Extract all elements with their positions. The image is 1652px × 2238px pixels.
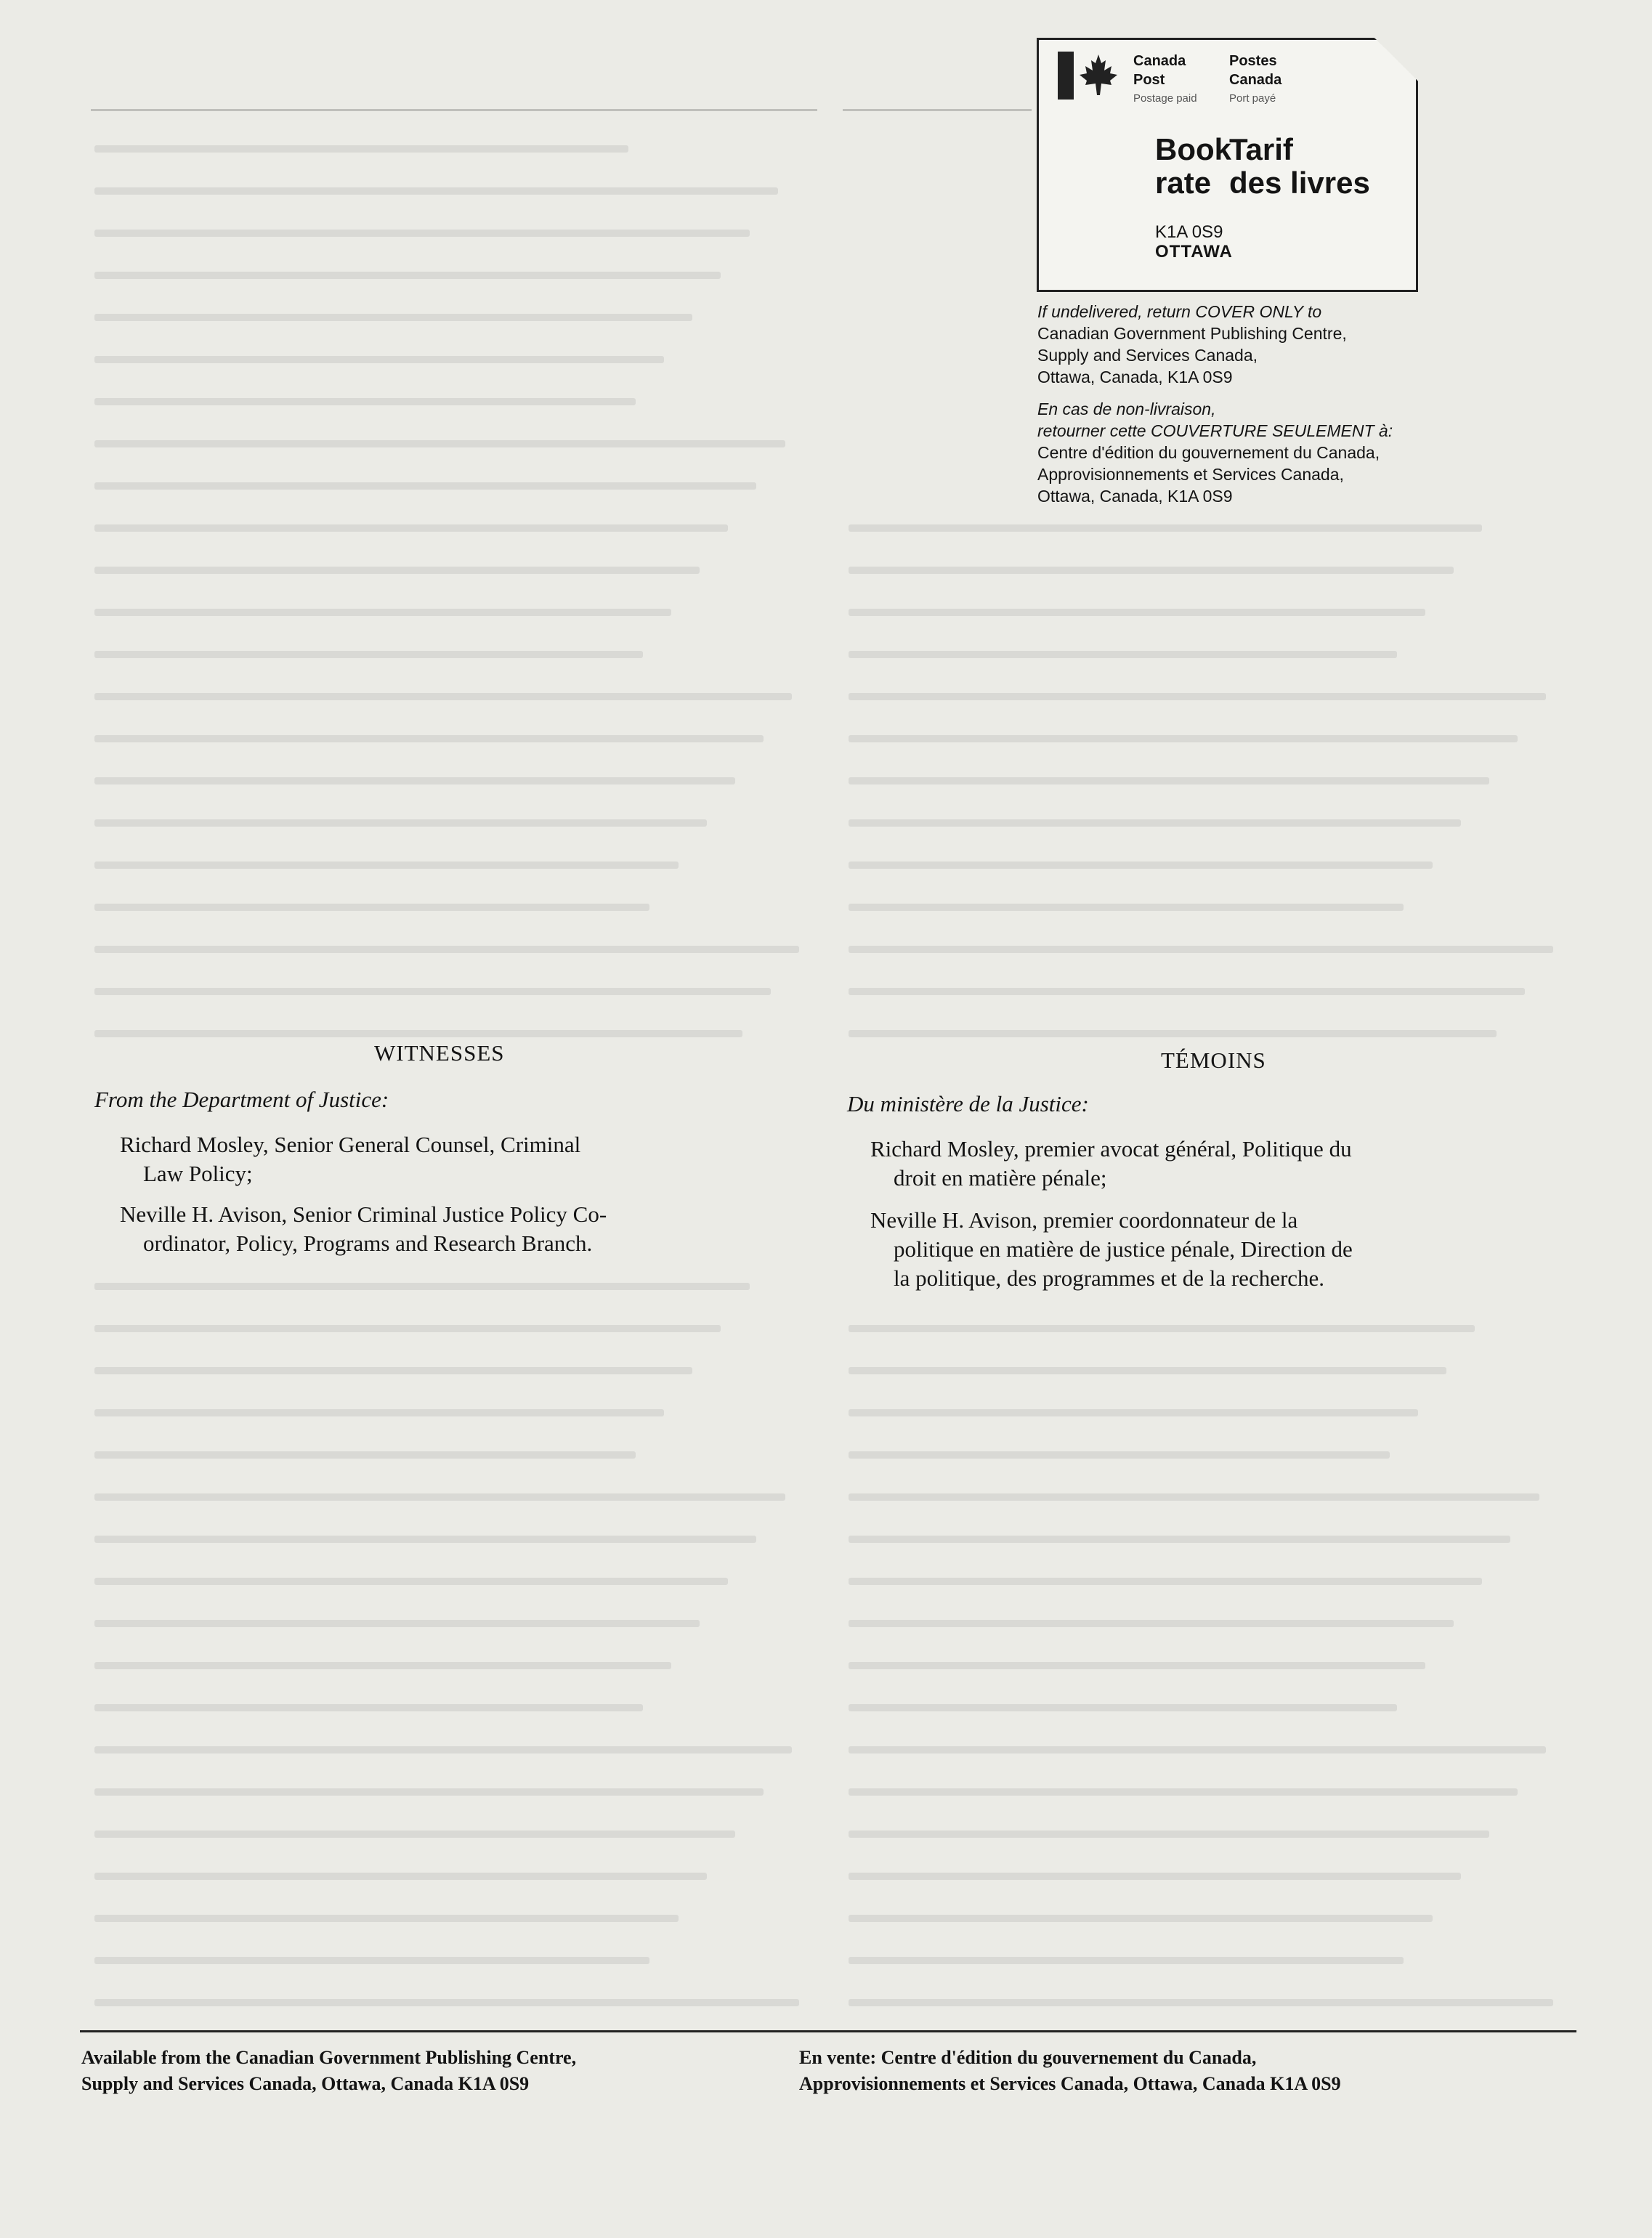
temoin-avison-line1: Neville H. Avison, premier coordonnateur de la xyxy=(870,1207,1298,1233)
bleed-line xyxy=(849,1451,1390,1459)
temoins-department: Du ministère de la Justice: xyxy=(847,1091,1089,1116)
bleed-line xyxy=(94,1662,671,1669)
bleed-line xyxy=(94,1999,799,2006)
return-en-line2: Canadian Government Publishing Centre, xyxy=(1037,324,1347,343)
witness-avison-line1: Neville H. Avison, Senior Criminal Justice Policy Co- xyxy=(120,1201,607,1227)
return-fr-line3: Centre d'édition du gouvernement du Canada, xyxy=(1037,443,1380,462)
bleed-line xyxy=(94,187,778,195)
bleed-line xyxy=(94,1957,649,1964)
bleed-line xyxy=(94,904,649,911)
bleed-line xyxy=(94,651,643,658)
temoin-avison-line3: la politique, des programmes et de la recherche. xyxy=(894,1265,1325,1291)
bleed-line xyxy=(94,1746,792,1753)
rate-fr-line2: des livres xyxy=(1229,166,1370,200)
postes-canada-label xyxy=(1229,52,1281,108)
footer-en-line1: Available from the Canadian Government Publishing Centre, xyxy=(81,2047,577,2068)
bleed-line xyxy=(94,609,671,616)
bleed-line xyxy=(849,1620,1454,1627)
bleed-line xyxy=(94,272,721,279)
bleed-line xyxy=(849,904,1404,911)
return-notice xyxy=(1037,301,1546,507)
bleed-line xyxy=(94,1620,700,1627)
bleed-header-rule xyxy=(91,109,817,111)
bleed-line xyxy=(849,651,1397,658)
bleed-line xyxy=(849,1788,1518,1796)
bleed-line xyxy=(849,1367,1446,1374)
bleed-line xyxy=(849,1830,1489,1838)
bleed-line xyxy=(849,1325,1475,1332)
witness-entry-avison xyxy=(120,1200,810,1258)
bleed-line xyxy=(849,1536,1510,1543)
mail-city: OTTAWA xyxy=(1155,242,1233,261)
bleed-line xyxy=(94,1873,707,1880)
bleed-line xyxy=(94,1704,643,1711)
bleed-line xyxy=(94,1325,721,1332)
bleed-line xyxy=(94,735,764,742)
bleed-line xyxy=(94,777,735,784)
bleed-line xyxy=(94,1493,785,1501)
bleed-line xyxy=(849,1957,1404,1964)
bleed-line xyxy=(94,988,771,995)
footer-fr xyxy=(799,2045,1341,2097)
postal-code: K1A 0S9 xyxy=(1155,222,1223,242)
footer-rule xyxy=(80,2030,1576,2032)
bleed-line xyxy=(849,1915,1433,1922)
witnesses-department: From the Department of Justice: xyxy=(94,1087,389,1112)
post-fr-line2: Canada xyxy=(1229,72,1282,88)
bleed-line xyxy=(94,1283,750,1290)
return-fr-line2: retourner cette COUVERTURE SEULEMENT à: xyxy=(1037,421,1393,440)
bleed-line xyxy=(94,1451,636,1459)
bleed-line xyxy=(849,735,1518,742)
tarif-livres-label xyxy=(1229,133,1370,200)
return-fr-line1: En cas de non-livraison, xyxy=(1037,400,1216,418)
bleed-line xyxy=(849,567,1454,574)
bleed-line xyxy=(94,1915,679,1922)
bleed-line xyxy=(849,1746,1546,1753)
temoin-mosley-line2: droit en matière pénale; xyxy=(894,1165,1107,1191)
post-en-line2: Post xyxy=(1133,72,1165,88)
bleed-line xyxy=(94,861,679,869)
bleed-line xyxy=(849,1493,1539,1501)
bleed-line xyxy=(94,1830,735,1838)
bleed-line xyxy=(94,1536,756,1543)
witnesses-heading: WITNESSES xyxy=(374,1040,505,1066)
bleed-line xyxy=(94,398,636,405)
return-en-line1: If undelivered, return COVER ONLY to xyxy=(1037,302,1322,321)
bleed-header-rule xyxy=(843,109,1032,111)
temoin-entry-mosley xyxy=(870,1135,1568,1193)
bleed-line xyxy=(94,440,785,447)
witness-mosley-line1: Richard Mosley, Senior General Counsel, Criminal xyxy=(120,1132,581,1157)
bleed-line xyxy=(849,861,1433,869)
bleed-line xyxy=(94,356,664,363)
bleed-line xyxy=(94,946,799,953)
post-fr-line1: Postes xyxy=(1229,53,1277,69)
bleed-line xyxy=(849,777,1489,784)
bleed-line xyxy=(94,482,756,490)
temoin-mosley-line1: Richard Mosley, premier avocat général, Politique du xyxy=(870,1136,1352,1161)
bleed-line xyxy=(94,1030,742,1037)
temoin-avison-line2: politique en matière de justice pénale, Direction de xyxy=(894,1236,1353,1262)
witness-mosley-line2: Law Policy; xyxy=(143,1161,253,1186)
temoins-heading: TÉMOINS xyxy=(1161,1047,1266,1073)
rate-fr-line1: Tarif xyxy=(1229,132,1293,166)
bleed-line xyxy=(849,693,1546,700)
return-en-line4: Ottawa, Canada, K1A 0S9 xyxy=(1037,368,1233,386)
bleed-line xyxy=(94,314,692,321)
rate-en-line1: Book xyxy=(1155,132,1231,166)
corner-fold xyxy=(1374,38,1418,81)
bleed-line xyxy=(94,567,700,574)
maple-leaf-icon xyxy=(1078,53,1119,97)
bleed-line xyxy=(849,1999,1553,2006)
bleed-line xyxy=(94,524,728,532)
bleed-line xyxy=(94,693,792,700)
post-en-line1: Canada xyxy=(1133,53,1186,69)
bleed-line xyxy=(849,946,1553,953)
rate-en-line2: rate xyxy=(1155,166,1212,200)
witness-avison-line2: ordinator, Policy, Programs and Research Branch. xyxy=(143,1231,593,1256)
footer-en-line2: Supply and Services Canada, Ottawa, Canada K1A 0S9 xyxy=(81,2073,530,2094)
bleed-line xyxy=(94,1367,692,1374)
bleed-line xyxy=(94,1409,664,1416)
bleed-line xyxy=(849,1409,1418,1416)
postage-box xyxy=(1037,38,1418,292)
canada-post-label xyxy=(1133,52,1197,108)
bleed-line xyxy=(849,988,1525,995)
bleed-line xyxy=(94,819,707,827)
bleed-line xyxy=(94,145,628,153)
bleed-line xyxy=(849,524,1482,532)
book-rate-label xyxy=(1155,133,1231,200)
bleed-line xyxy=(849,1578,1482,1585)
temoin-entry-avison xyxy=(870,1206,1568,1293)
footer-fr-line1: En vente: Centre d'édition du gouvernement du Canada, xyxy=(799,2047,1257,2068)
post-fr-line3: Port payé xyxy=(1229,92,1276,105)
bleed-line xyxy=(849,1030,1497,1037)
bleed-line xyxy=(849,819,1461,827)
bleed-line xyxy=(849,1873,1461,1880)
bleed-line xyxy=(94,230,750,237)
footer-en xyxy=(81,2045,576,2097)
footer-fr-line2: Approvisionnements et Services Canada, Ottawa, Canada K1A 0S9 xyxy=(799,2073,1341,2094)
witness-entry-mosley xyxy=(120,1130,810,1188)
post-en-line3: Postage paid xyxy=(1133,92,1197,105)
bleed-line xyxy=(849,1704,1397,1711)
bleed-line xyxy=(94,1578,728,1585)
bleed-line xyxy=(849,609,1425,616)
return-fr-line5: Ottawa, Canada, K1A 0S9 xyxy=(1037,487,1233,506)
return-en-line3: Supply and Services Canada, xyxy=(1037,346,1258,365)
bleed-line xyxy=(94,1788,764,1796)
flag-bar-icon xyxy=(1058,52,1074,100)
bleed-line xyxy=(849,1662,1425,1669)
return-fr-line4: Approvisionnements et Services Canada, xyxy=(1037,465,1344,484)
